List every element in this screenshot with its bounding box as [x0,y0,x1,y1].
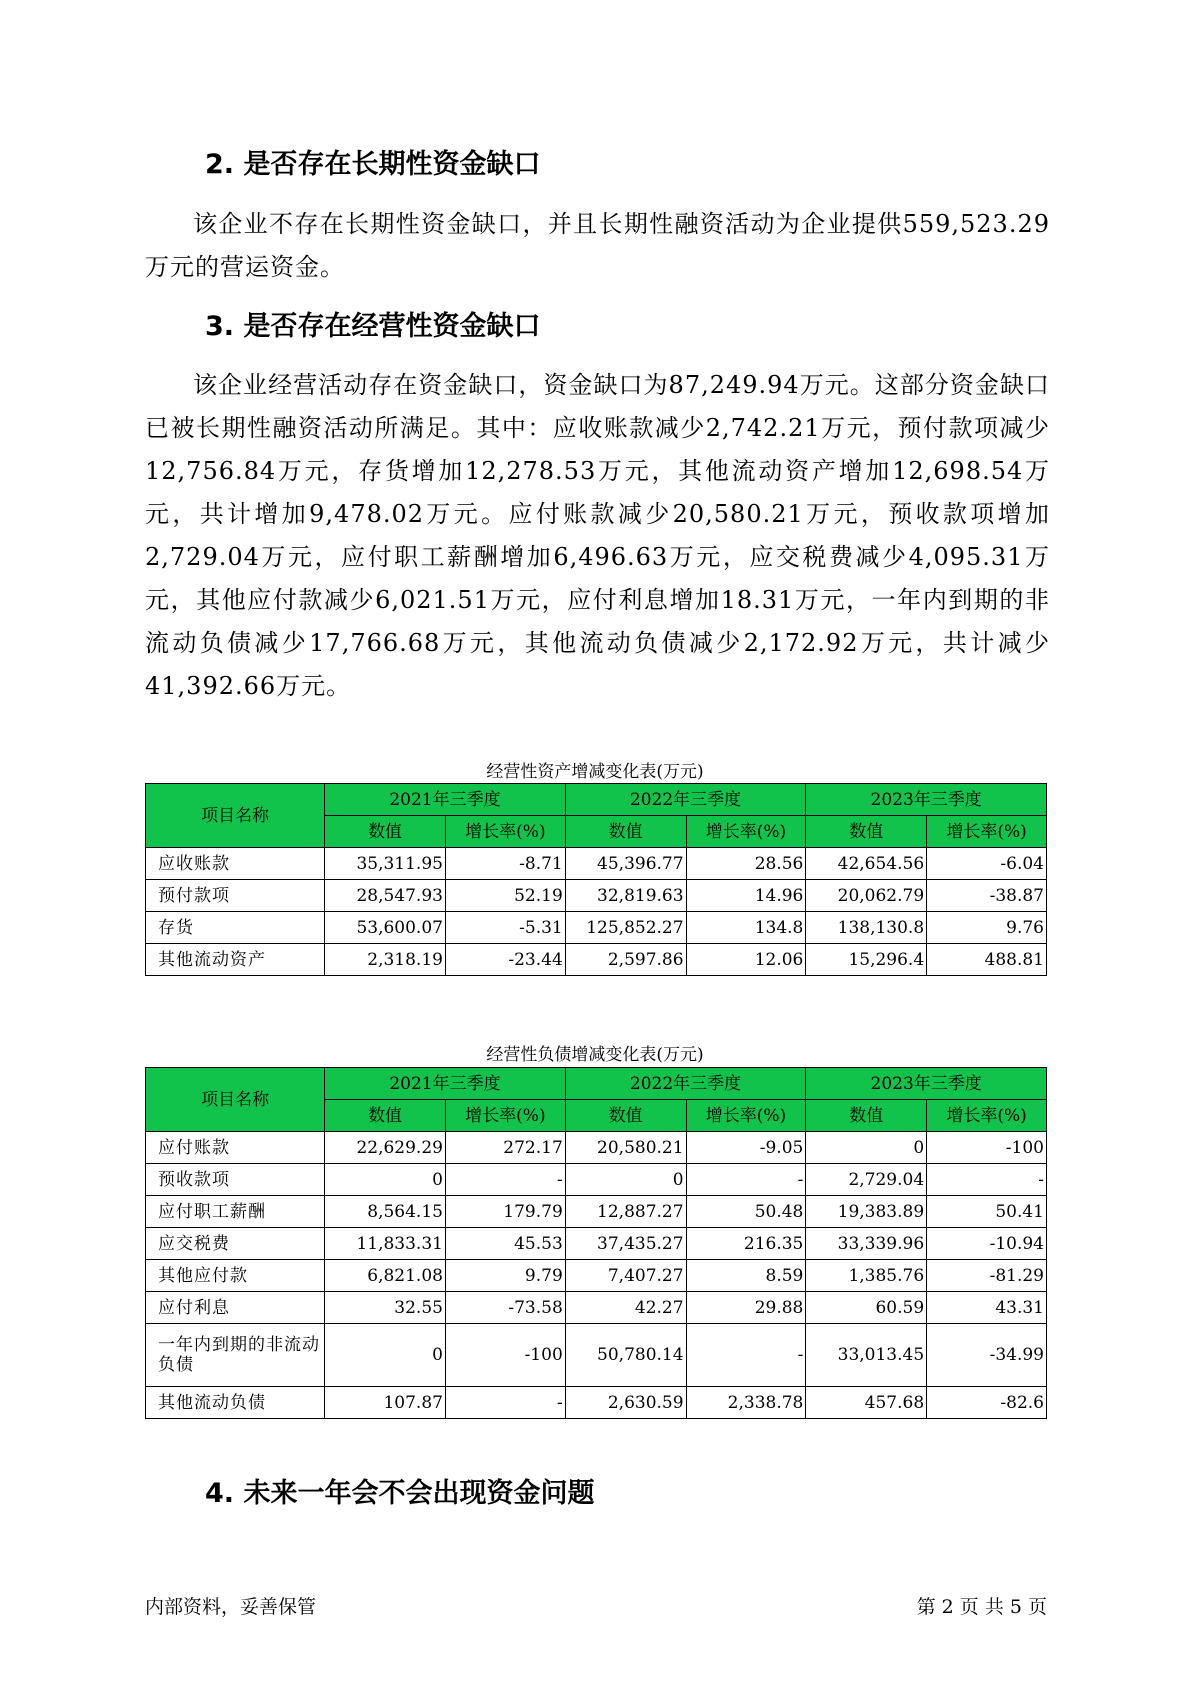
header-growth: 增长率(%) [927,816,1047,848]
row-label: 其他流动负债 [146,1387,325,1419]
header-value: 数值 [565,816,686,848]
value-cell: 20,062.79 [806,880,927,912]
growth-cell: 52.19 [445,880,565,912]
growth-cell: 43.31 [927,1292,1047,1324]
growth-cell: -34.99 [927,1324,1047,1387]
row-label: 应付账款 [146,1132,325,1164]
growth-cell: 50.41 [927,1196,1047,1228]
section-3-paragraph: 该企业经营活动存在资金缺口，资金缺口为87,249.94万元。这部分资金缺口已被长期性融资活动所满足。其中：应收账款减少2,742.21万元，预付款项减少12,756.84万元，存货增加12,278.53万元，其他流动资产增加12,698.54万元，共计增加9,478.02万元。应付账款减少20,580.21万元，预收款项增加2,729.04万元，应付职工薪酬增加6,496.63万元，应交税费减少4,095.31万元，其他应付款减少6,021.51万元，应付利息增加18.31万元，一年内到期的非流动负债减少17,766.68万元，其他流动负债减少2,172.92万元，共计减少41,392.66万元。 [145,371,1050,700]
value-cell: 11,833.31 [325,1228,446,1260]
value-cell: 60.59 [806,1292,927,1324]
growth-cell: - [686,1324,806,1387]
value-cell: 42,654.56 [806,848,927,880]
row-label: 存货 [146,912,325,944]
growth-cell: 28.56 [686,848,806,880]
growth-cell: 29.88 [686,1292,806,1324]
table-row [146,944,1047,976]
table-row [146,1132,1047,1164]
growth-cell: 14.96 [686,880,806,912]
table-row [146,880,1047,912]
assets-table-caption: 经营性资产增减变化表(万元) [486,762,704,782]
growth-cell: - [927,1164,1047,1196]
growth-cell: - [445,1164,565,1196]
row-label: 应交税费 [146,1228,325,1260]
growth-cell: 9.79 [445,1260,565,1292]
row-label: 其他应付款 [146,1260,325,1292]
header-period: 2022年三季度 [565,1068,806,1100]
liabilities-table-caption: 经营性负债增减变化表(万元) [486,1045,704,1065]
value-cell: 12,887.27 [565,1196,686,1228]
row-label: 一年内到期的非流动负债 [146,1324,325,1387]
growth-cell: 50.48 [686,1196,806,1228]
table-row [146,912,1047,944]
value-cell: 1,385.76 [806,1260,927,1292]
table-row [146,848,1047,880]
growth-cell: -8.71 [445,848,565,880]
growth-cell: 8.59 [686,1260,806,1292]
value-cell: 32,819.63 [565,880,686,912]
table-row [146,1387,1047,1419]
value-cell: 2,729.04 [806,1164,927,1196]
row-label: 预收款项 [146,1164,325,1196]
growth-cell: -82.6 [927,1387,1047,1419]
header-growth: 增长率(%) [445,816,565,848]
growth-cell: - [686,1164,806,1196]
row-label: 应付利息 [146,1292,325,1324]
growth-cell: -100 [445,1324,565,1387]
header-value: 数值 [806,1100,927,1132]
value-cell: 0 [565,1164,686,1196]
growth-cell: -5.31 [445,912,565,944]
growth-cell: -23.44 [445,944,565,976]
header-period: 2023年三季度 [806,784,1047,816]
growth-cell: - [445,1387,565,1419]
value-cell: 0 [325,1164,446,1196]
growth-cell: 12.06 [686,944,806,976]
value-cell: 457.68 [806,1387,927,1419]
value-cell: 7,407.27 [565,1260,686,1292]
value-cell: 42.27 [565,1292,686,1324]
growth-cell: 134.8 [686,912,806,944]
value-cell: 33,013.45 [806,1324,927,1387]
section-4-heading: 4. 未来一年会不会出现资金问题 [205,1478,595,1509]
growth-cell: -73.58 [445,1292,565,1324]
value-cell: 2,318.19 [325,944,446,976]
value-cell: 19,383.89 [806,1196,927,1228]
header-value: 数值 [325,1100,446,1132]
header-period: 2022年三季度 [565,784,806,816]
header-value: 数值 [806,816,927,848]
growth-cell: -6.04 [927,848,1047,880]
section-3-heading: 3. 是否存在经营性资金缺口 [205,311,541,342]
header-growth: 增长率(%) [686,1100,806,1132]
growth-cell: 272.17 [445,1132,565,1164]
growth-cell: -81.29 [927,1260,1047,1292]
growth-cell: 2,338.78 [686,1387,806,1419]
row-label: 其他流动资产 [146,944,325,976]
value-cell: 6,821.08 [325,1260,446,1292]
row-label: 预付款项 [146,880,325,912]
table-row [146,1324,1047,1387]
table-row [146,1164,1047,1196]
header-growth: 增长率(%) [927,1100,1047,1132]
table-row [146,1292,1047,1324]
value-cell: 32.55 [325,1292,446,1324]
section-2-paragraph: 该企业不存在长期性资金缺口，并且长期性融资活动为企业提供559,523.29万元的营运资金。 [145,210,1050,281]
header-period: 2021年三季度 [325,784,566,816]
table-row [146,1196,1047,1228]
value-cell: 35,311.95 [325,848,446,880]
header-value: 数值 [325,816,446,848]
header-period: 2021年三季度 [325,1068,566,1100]
growth-cell: 45.53 [445,1228,565,1260]
growth-cell: 179.79 [445,1196,565,1228]
value-cell: 8,564.15 [325,1196,446,1228]
footer-confidential-note: 内部资料，妥善保管 [145,1596,317,1618]
assets-table [145,783,1047,976]
header-item-name: 项目名称 [146,1068,325,1132]
table-row [146,1260,1047,1292]
footer-page-number: 第 2 页 共 5 页 [916,1596,1047,1618]
value-cell: 107.87 [325,1387,446,1419]
value-cell: 22,629.29 [325,1132,446,1164]
liabilities-table [145,1067,1047,1419]
value-cell: 20,580.21 [565,1132,686,1164]
header-growth: 增长率(%) [686,816,806,848]
value-cell: 53,600.07 [325,912,446,944]
growth-cell: -38.87 [927,880,1047,912]
row-label: 应收账款 [146,848,325,880]
value-cell: 28,547.93 [325,880,446,912]
growth-cell: -9.05 [686,1132,806,1164]
value-cell: 50,780.14 [565,1324,686,1387]
growth-cell: 9.76 [927,912,1047,944]
growth-cell: -100 [927,1132,1047,1164]
header-growth: 增长率(%) [445,1100,565,1132]
row-label: 应付职工薪酬 [146,1196,325,1228]
header-item-name: 项目名称 [146,784,325,848]
value-cell: 45,396.77 [565,848,686,880]
growth-cell: 488.81 [927,944,1047,976]
value-cell: 2,597.86 [565,944,686,976]
section-2-heading: 2. 是否存在长期性资金缺口 [205,149,541,180]
table-row [146,1228,1047,1260]
value-cell: 37,435.27 [565,1228,686,1260]
header-period: 2023年三季度 [806,1068,1047,1100]
value-cell: 138,130.8 [806,912,927,944]
value-cell: 0 [325,1324,446,1387]
value-cell: 2,630.59 [565,1387,686,1419]
value-cell: 0 [806,1132,927,1164]
header-value: 数值 [565,1100,686,1132]
growth-cell: -10.94 [927,1228,1047,1260]
value-cell: 15,296.4 [806,944,927,976]
growth-cell: 216.35 [686,1228,806,1260]
value-cell: 125,852.27 [565,912,686,944]
value-cell: 33,339.96 [806,1228,927,1260]
